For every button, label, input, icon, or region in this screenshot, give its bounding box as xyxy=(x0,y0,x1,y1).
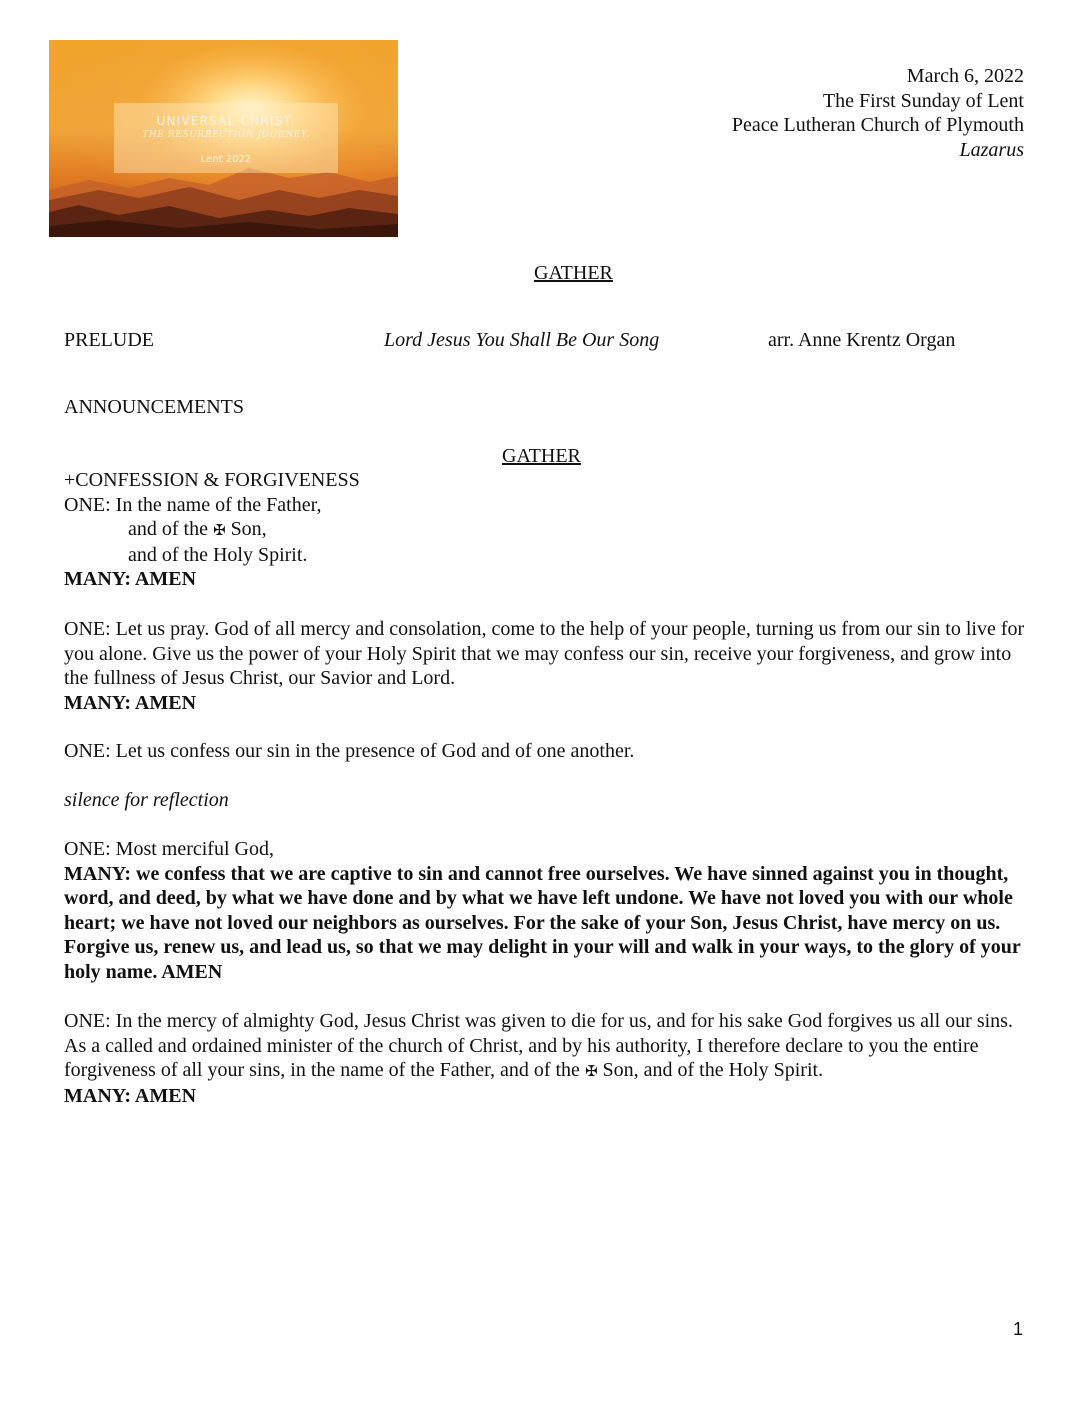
service-theme: Lazarus xyxy=(959,138,1024,161)
prelude-label: PRELUDE xyxy=(64,329,154,351)
banner-title: UNIVERSAL CHRIST. xyxy=(156,114,296,128)
confession-invocation-block xyxy=(64,468,1030,592)
confession-address: ONE: Most merciful God, xyxy=(64,838,274,860)
many-amen-response: MANY: AMEN xyxy=(64,568,197,590)
invocation-line-2 xyxy=(64,517,1030,543)
absolution-text-start: ONE: In the mercy of almighty God, Jesus Christ was given to die for us, and for his sake God forgives us all our sins. As a called and ordained minister of the church of Christ, and by his authority, I therefore declare to you the entire forgiveness of all your sins, in the name of the Father, and of the xyxy=(64,1010,1013,1081)
many-confession-text: MANY: we confess that we are captive to sin and cannot free ourselves. We have sinned against you in thought, word, and deed, by what we have done and by what we have left undone. We have not loved you with our whole heart; we have not loved our neighbors as ourselves. For the sake of your Son, Jesus Christ, have mercy on us. Forgive us, renew us, and lead us, so that we may delight in your will and walk in your ways, to the glory of your holy name. AMEN xyxy=(64,862,1021,983)
prelude-title: Lord Jesus You Shall Be Our Song xyxy=(384,329,660,351)
absolution-block xyxy=(64,1009,1030,1108)
many-amen-response: MANY: AMEN xyxy=(64,1084,197,1107)
announcements-heading: ANNOUNCEMENTS xyxy=(64,396,244,418)
cross-icon: ✠ xyxy=(584,1062,598,1080)
cross-icon: ✠ xyxy=(212,521,226,539)
lent-banner-image xyxy=(49,40,398,237)
invocation-line-2-end: Son, xyxy=(230,518,267,540)
many-amen-response: MANY: AMEN xyxy=(64,691,197,714)
service-header xyxy=(732,64,1024,162)
service-occasion: The First Sunday of Lent xyxy=(822,89,1024,112)
service-date: March 6, 2022 xyxy=(906,65,1024,87)
invocation-line-2-start: and of the xyxy=(128,518,208,540)
silence-rubric: silence for reflection xyxy=(64,789,229,811)
absolution-text-end: Son, and of the Holy Spirit. xyxy=(602,1059,824,1081)
absolution-text xyxy=(64,1009,1030,1084)
banner-caption-box xyxy=(114,103,338,173)
church-name: Peace Lutheran Church of Plymouth xyxy=(731,114,1024,136)
section-heading-gather: GATHER xyxy=(534,262,613,284)
opening-prayer-text: ONE: Let us pray. God of all mercy and consolation, come to the help of your people, turning us from our sin to live for you alone. Give us the power of your Holy Spirit that we may confess our sin, receive your forgiveness, and grow into the fullness of Jesus Christ, our Savior and Lord. xyxy=(64,618,1025,689)
section-heading-gather-2: GATHER xyxy=(502,445,581,467)
banner-subtitle: THE RESURRECTION JOURNEY. xyxy=(142,130,310,140)
prelude-credit: arr. Anne Krentz Organ xyxy=(768,329,956,351)
banner-season: Lent 2022 xyxy=(200,154,252,165)
invocation-line-1: ONE: In the name of the Father, xyxy=(64,493,322,516)
confession-prayer-block xyxy=(64,837,1030,984)
opening-prayer-block xyxy=(64,617,1030,715)
page-number: 1 xyxy=(1013,1319,1024,1339)
confession-heading: +CONFESSION & FORGIVENESS xyxy=(64,469,360,491)
invocation-line-3: and of the Holy Spirit. xyxy=(128,543,308,566)
call-to-confession: ONE: Let us confess our sin in the presence of God and of one another. xyxy=(64,740,635,762)
